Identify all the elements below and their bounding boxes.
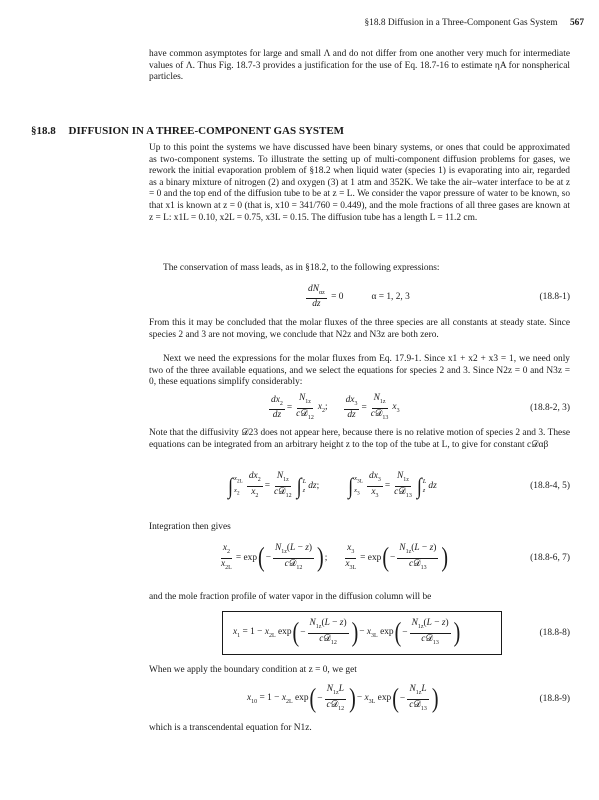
page-number: 567: [569, 18, 584, 28]
equation-number: (18.8-8): [539, 628, 570, 638]
equation-18-8-1-math: $\frac{dN_{\alpha z}}{dz}$ = 0 α = 1, 2, 3: [308, 283, 410, 310]
equation-18-8-9-math: $x_{10} = 1 - x_{2L}$ exp ( − $\frac{N_{1z}L}{c𝒟_{12}}$ ) − $x_{3L}$ exp ( − $\frac{N_{1z}L}{c𝒟_{13}}$ ): [247, 683, 439, 714]
equation-number: (18.8-1): [539, 292, 570, 302]
equation-18-8-8-math: $x_1 = 1 - x_{2L}$ exp ( − $\frac{N_{1z}(L - z)}{c𝒟_{12}}$ ) − $x_{3L}$ exp ( − $\frac{N_{1z}(L - z)}{c𝒟_{13}}$ ): [233, 617, 461, 648]
equation-18-8-6-7-math: $\frac{x_2}{x_{2L}}$ = exp ( − $\frac{N_{1z}(L - z)}{c𝒟_{12}}$ ) ; $\frac{x_3}{x_{3L}}$ = exp ( − $\frac{N_{1z}(L - z)}{c𝒟_{13}}$ ): [221, 542, 449, 573]
paragraph-2: The conservation of mass leads, as in §18.2, to the following expressions:: [163, 263, 440, 273]
equation-number: (18.8-6, 7): [530, 553, 570, 563]
section-title: DIFFUSION IN A THREE-COMPONENT GAS SYSTEM: [68, 125, 345, 137]
paragraph-9: which is a transcendental equation for N1z.: [149, 723, 312, 733]
section-number: §18.8: [31, 125, 56, 137]
paragraph-6: Integration then gives: [149, 522, 231, 532]
equation-18-8-1: [149, 282, 570, 312]
intro-paragraph: have common asymptotes for large and small Λ and do not differ from one another very much for intermediate values of Λ. Thus Fig. 18.7-3 provides a justification for the use of Eq. 18.7-16 to estimate ηA for nonspherical particles.: [149, 49, 570, 83]
paragraph-8: When we apply the boundary condition at z = 0, we get: [149, 665, 357, 675]
equation-18-8-6-7: [149, 540, 570, 576]
equation-18-8-8: [149, 611, 570, 655]
equation-condition: α = 1, 2, 3: [371, 292, 410, 302]
equation-18-8-9: [149, 681, 570, 717]
equation-number: (18.8-4, 5): [530, 481, 570, 491]
running-head-section: §18.8: [364, 18, 386, 28]
paragraph-3: From this it may be concluded that the molar fluxes of the three species are all constants at steady state. Since species 2 and 3 are not moving, we conclude that N2z and N3z are both zero.: [149, 318, 570, 340]
paragraph-1: Up to this point the systems we have discussed have been binary systems, or ones that could be approximated as two-component systems. To illustrate the setting up of multi-component diffusion problems for gases, we rework the initial evaporation problem of §18.2 when liquid water (species 1) is evaporating into air, regarded as a binary mixture of nitrogen (2) and oxygen (3) at 1 atm and 352K. We take the air–water interface to be at z = 0 and the top end of the diffusion tube to be at z = L. We consider the vapor pressure of water to be known, so that x1 is known at z = 0 (that is, x10 = 341/760 = 0.449), and the mole fractions of all three gases are known at z = L: x1L = 0.10, x2L = 0.75, x3L = 0.15. The diffusion tube has a length L = 11.2 cm.: [149, 143, 570, 223]
section-heading: [31, 125, 571, 137]
running-head-title: Diffusion in a Three-Component Gas System: [387, 18, 558, 28]
paragraph-5: Note that the diffusivity 𝒟23 does not appear here, because there is no relative motion of species 2 and 3. These equations can be integrated from an arbitrary height z to the top of the tube at L, to give for constant c𝒟αβ: [149, 428, 570, 450]
paragraph-4: Next we need the expressions for the molar fluxes from Eq. 17.9-1. Since x1 + x2 + x3 = 1, we need only two of the three available equations, and we select the equations for species 2 and 3. Since N2z = 0 and N3z = 0, these equations simplify considerably:: [149, 354, 570, 388]
equation-18-8-2-3-math: $\frac{dx_2}{dz}$ = $\frac{N_{1z}}{c𝒟_{12}}$ $x_2$; $\frac{dx_3}{dz}$ = $\frac{N_{1z}}{c𝒟_{13}}$ $x_3$: [271, 392, 400, 421]
equation-18-8-4-5: [149, 466, 570, 506]
running-head: [340, 18, 584, 28]
equation-number: (18.8-2, 3): [530, 403, 570, 413]
equation-number: (18.8-9): [539, 694, 570, 704]
equation-18-8-2-3: [149, 393, 570, 423]
paragraph-7: and the mole fraction profile of water vapor in the diffusion column will be: [149, 592, 432, 602]
equation-18-8-4-5-math: ∫ $x_{2L}$ $x_2$ $\frac{dx_2}{x_2}$ = $\frac{N_{1z}}{c𝒟_{12}}$ ∫ L z dz; ∫ $x_{3L}$ $x_3$ $\frac{dx_3}{x_3}$ = $\frac{N_{1z}}{c𝒟_{13}}$ ∫ L z dz: [228, 470, 437, 499]
